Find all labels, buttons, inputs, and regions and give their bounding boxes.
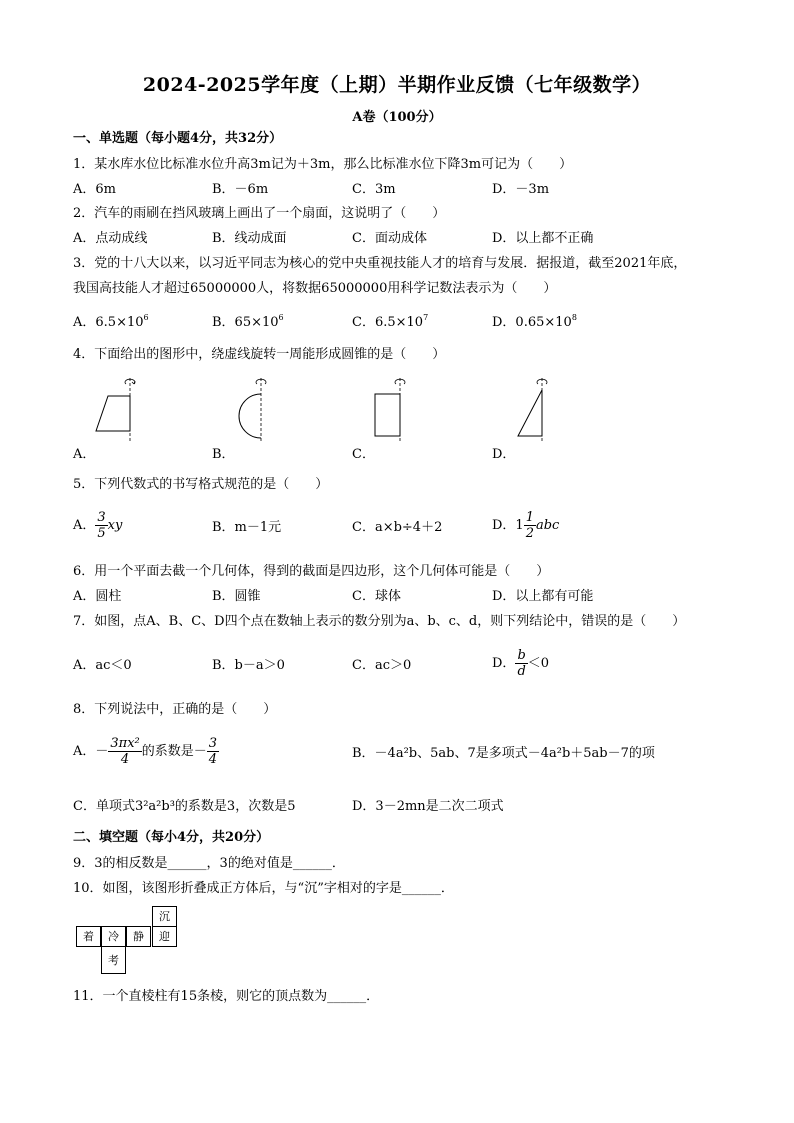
option-a: A． <box>73 447 96 462</box>
option-d: D． <box>492 447 516 462</box>
option-a: A．ac＜0 <box>73 658 132 673</box>
option-a: A．6m <box>73 182 116 197</box>
cube-net-figure <box>76 906 186 976</box>
option-a: A．$6.5\times 10^6$ <box>73 313 149 330</box>
option-a: A． $\frac{3}{5}$ xy <box>73 510 123 541</box>
section-heading: 一、单选题（每小题4分，共32分） <box>73 131 283 146</box>
question-stem: 7．如图，点A、B、C、D四个点在数轴上表示的数分别为a、b、c、d，则下列结论中，错误的是（ ） <box>73 614 686 629</box>
option-b: B．线动成面 <box>212 231 287 246</box>
net-cell: 沉 <box>152 906 177 927</box>
option-d: D．以上都有可能 <box>492 589 594 604</box>
option-b: B．m－1元 <box>212 520 282 535</box>
option-b: B．－6m <box>212 182 269 197</box>
option-a: A．－ $\frac{\text{3πx²}}{4}$ 的系数是－ $\frac{3}{4}$ <box>73 736 218 767</box>
net-cell: 冷 <box>101 926 126 947</box>
net-cell: 考 <box>101 946 126 974</box>
option-c: C．面动成体 <box>352 231 427 246</box>
question-stem: 10．如图，该图形折叠成正方体后，与“沉”字相对的字是______． <box>73 881 454 896</box>
question-stem: 1．某水库水位比标准水位升高3m记为＋3m，那么比标准水位下降3m可记为（ ） <box>73 157 573 172</box>
question-stem: 2．汽车的雨刷在挡风玻璃上画出了一个扇面，这说明了（ ） <box>73 206 446 221</box>
option-b: B．－4a²b、5ab、7是多项式－4a²b＋5ab－7的项 <box>352 746 655 761</box>
question-stem: 6．用一个平面去截一个几何体，得到的截面是四边形，这个几何体可能是（ ） <box>73 564 550 579</box>
option-c: C．球体 <box>352 589 401 604</box>
option-b: B．b－a＞0 <box>212 658 285 673</box>
option-a: A．点动成线 <box>73 231 148 246</box>
question-stem: 9．3的相反数是______，3的绝对值是______． <box>73 856 345 871</box>
page-subtitle: A卷（100分） <box>352 110 442 125</box>
triangle-figure <box>508 374 568 444</box>
question-stem: 3．党的十八大以来，以习近平同志为核心的党中央重视技能人才的培育与发展．据报道，截至2021年底， <box>73 256 687 271</box>
net-cell: 着 <box>76 926 101 947</box>
option-d: D．－3m <box>492 182 550 197</box>
option-a: A．圆柱 <box>73 589 122 604</box>
option-d: D．以上都不正确 <box>492 231 594 246</box>
option-c: C．3m <box>352 182 396 197</box>
page-title: 2024-2025学年度（上期）半期作业反馈（七年级数学） <box>142 74 652 96</box>
option-b: B． <box>212 447 235 462</box>
question-stem: 8．下列说法中，正确的是（ ） <box>73 702 277 717</box>
option-d: D．$0.65\times 10^8$ <box>492 313 577 330</box>
option-c: C．ac＞0 <box>352 658 412 673</box>
option-d: D．3－2mn是二次二项式 <box>352 799 504 814</box>
option-b: B．圆锥 <box>212 589 261 604</box>
question-stem: 4．下面给出的图形中，绕虚线旋转一周能形成圆锥的是（ ） <box>73 347 446 362</box>
option-d: D． $\frac{b}{d}$ ＜0 <box>492 648 550 679</box>
rectangle-figure <box>368 374 428 444</box>
net-cell: 静 <box>126 926 151 947</box>
net-cell: 迎 <box>152 926 177 947</box>
option-c: C．$6.5\times 10^7$ <box>352 313 429 330</box>
question-stem-cont: 我国高技能人才超过65000000人，将数据65000000用科学记数法表示为（ ） <box>73 281 557 296</box>
trapezoid-figure <box>90 374 150 444</box>
question-stem: 11．一个直棱柱有15条棱，则它的顶点数为______． <box>73 989 380 1004</box>
option-d: D．1 $\frac{1}{2}$ abc <box>492 510 560 541</box>
section-heading: 二、填空题（每小4分，共20分） <box>73 830 270 845</box>
semicircle-figure <box>225 374 285 444</box>
option-c: C． <box>352 447 375 462</box>
question-stem: 5．下列代数式的书写格式规范的是（ ） <box>73 477 329 492</box>
option-b: B．$65\times 10^6$ <box>212 313 284 330</box>
option-c: C．a×b÷4＋2 <box>352 520 443 535</box>
option-c: C．单项式3²a²b³的系数是3，次数是5 <box>73 799 296 814</box>
